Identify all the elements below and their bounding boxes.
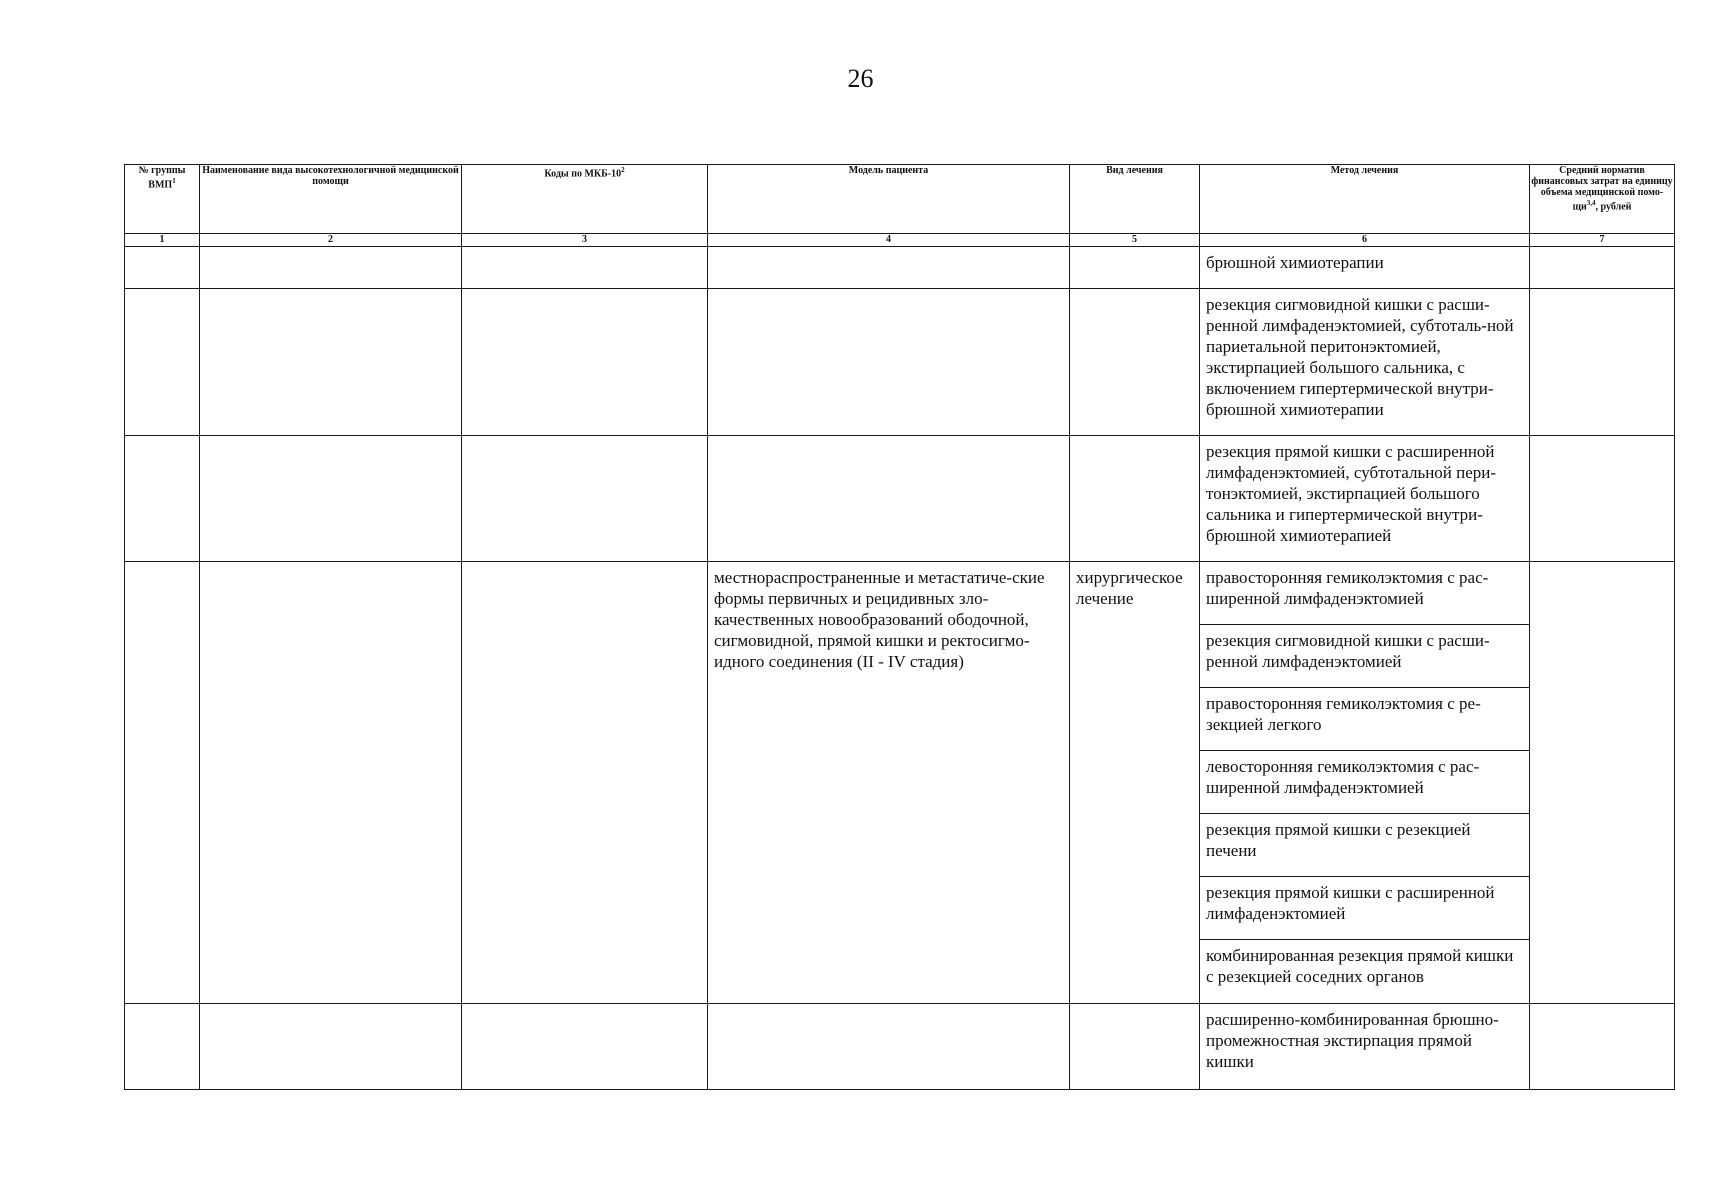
- page-number: 26: [847, 64, 874, 93]
- header-treatment-method: Метод лечения: [1200, 165, 1530, 234]
- treatment-type-cell: хирургическое лечение: [1076, 568, 1183, 608]
- header-treatment-type: Вид лечения: [1070, 165, 1200, 234]
- method-item: резекция прямой кишки с расширенной лимфаденэктомией: [1200, 877, 1529, 940]
- header-cost-standard: Средний норматив финансовых затрат на единицу объема медицинской помо-щи$^{3,4}$, рублей: [1530, 165, 1675, 234]
- patient-model-cell: местнораспространенные и метастатиче-ские формы первичных и рецидивных зло-качественных новообразований ободочной, сигмовидной, прямой кишки и ректосигмо-идного соединения (II - IV стадия): [714, 568, 1045, 671]
- column-number: 3: [462, 234, 708, 247]
- column-number-row: [125, 234, 1675, 247]
- header-row: [125, 165, 1675, 234]
- column-number: 2: [200, 234, 462, 247]
- table-row: [125, 247, 1675, 289]
- table-row: [125, 289, 1675, 436]
- method-cell: расширенно-комбинированная брюшно-промежностная экстирпация прямой кишки: [1206, 1010, 1499, 1071]
- header-care-type: Наименование вида высокотехнологичной медицинской помощи: [200, 165, 462, 234]
- method-item: левосторонняя гемиколэктомия с рас-ширенной лимфаденэктомией: [1200, 751, 1529, 814]
- column-number: 4: [708, 234, 1070, 247]
- method-cell: резекция сигмовидной кишки с расши-ренной лимфаденэктомией, субтоталь-ной париетальной перитонэктомией, экстирпацией большого сальника, с включением гипертермической внутри-брюшной химиотерапии: [1206, 295, 1514, 419]
- method-cell: резекция прямой кишки с расширенной лимфаденэктомией, субтотальной пери-тонэктомией, экстирпацией большого сальника и гипертермической внутри-брюшной химиотерапией: [1206, 442, 1497, 545]
- column-number: 1: [125, 234, 200, 247]
- header-patient-model: Модель пациента: [708, 165, 1070, 234]
- method-cell: брюшной химиотерапии: [1206, 253, 1384, 272]
- method-item: комбинированная резекция прямой кишки с резекцией соседних органов: [1206, 946, 1514, 986]
- method-item: резекция сигмовидной кишки с расши-ренной лимфаденэктомией: [1200, 625, 1529, 688]
- method-item: правосторонняя гемиколэктомия с рас-ширенной лимфаденэктомией: [1200, 562, 1529, 625]
- column-number: 7: [1530, 234, 1675, 247]
- column-number: 6: [1200, 234, 1530, 247]
- header-icd-codes: Коды по МКБ-$10^2$: [462, 165, 708, 234]
- column-number: 5: [1070, 234, 1200, 247]
- table-row: [125, 1004, 1675, 1090]
- header-group-number: № группы ВМП$^1$: [125, 165, 200, 234]
- method-item: правосторонняя гемиколэктомия с ре-зекцией легкого: [1200, 688, 1529, 751]
- method-item: резекция прямой кишки с резекцией печени: [1200, 814, 1529, 877]
- table-row-group: [125, 562, 1675, 1004]
- table-row: [125, 436, 1675, 562]
- vmp-table: [124, 164, 1675, 1090]
- method-list: [1200, 562, 1529, 1003]
